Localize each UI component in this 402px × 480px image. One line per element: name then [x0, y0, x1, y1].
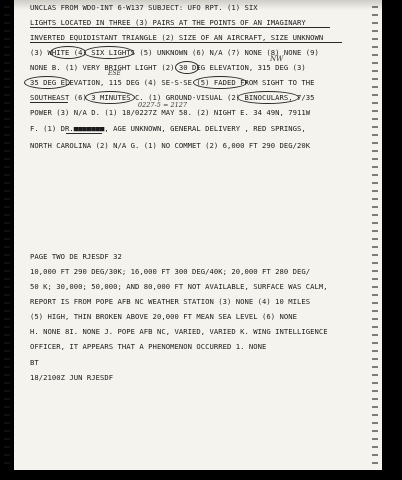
underline-mark — [30, 102, 68, 103]
doc-line-17: OFFICER, IT APPEARS THAT A PHENOMENON OCCURRED 1. NONE — [30, 342, 267, 351]
doc-line-9: F. (1) DR.■■■■■■■, AGE UNKNOWN, GENERAL DELIVERY , RED SPRINGS, — [30, 124, 306, 133]
doc-line-8: POWER (3) N/A D. (1) 18/0227Z MAY 58. (2) NIGHT E. 34 49N, 7911W — [30, 108, 311, 117]
underline-mark — [66, 133, 102, 134]
doc-line-16: H. NONE 8I. NONE J. POPE AFB NC, VARIED, VARIED K. WING INTELLIGENCE — [30, 327, 328, 336]
doc-line-7: SOUTHEAST (6) 3 MINUTES C. (1) GROUND-VISUAL (2) BINOCULARS, 7/35 — [30, 93, 315, 102]
circle-mark — [50, 46, 86, 59]
doc-line-4: (3) WHITE (4) SIX LIGHTS (5) UNKNOWN (6) N/A (7) NONE (8) NONE (9) — [30, 48, 319, 57]
circle-mark — [175, 61, 199, 74]
handwritten-note: NW — [270, 55, 284, 63]
underline-mark — [30, 42, 342, 43]
doc-line-3: INVERTED EQUIDISTANT TRIANGLE (2) SIZE OF AN AIRCRAFT, SIZE UNKNOWN — [30, 33, 324, 42]
break-marker: BT — [30, 358, 39, 367]
page-two-header: PAGE TWO DE RJESDF 32 — [30, 252, 122, 261]
doc-line-5: NONE B. (1) VERY BRIGHT LIGHT (2) 30 DEG ELEVATION, 315 DEG (3) — [30, 63, 306, 72]
circle-mark — [237, 91, 299, 104]
handwritten-note: 0227-5 = 2127 — [138, 101, 187, 109]
datetime-group: 18/2100Z JUN RJESDF — [30, 373, 114, 382]
handwritten-note: ESE — [108, 70, 121, 77]
doc-line-13: 50 K; 30,000; 50,000; AND 80,000 FT NOT AVAILABLE, SURFACE WAS CALM, — [30, 282, 328, 291]
doc-line-1: UNCLAS FROM WDO-INT 6-W137 SUBJECT: UFO RPT. (1) SIX — [30, 3, 258, 12]
doc-line-15: (5) HIGH, THIN BROKEN ABOVE 20,000 FT MEAN SEA LEVEL (6) NONE — [30, 312, 298, 321]
sprocket-holes-right — [372, 0, 378, 470]
circle-mark — [85, 91, 135, 104]
doc-line-10: NORTH CAROLINA (2) N/A G. (1) NO COMMET (2) 6,000 FT 290 DEG/20K — [30, 141, 311, 150]
doc-line-12: 10,000 FT 290 DEG/30K; 16,000 FT 300 DEG/40K; 20,000 FT 280 DEG/ — [30, 267, 311, 276]
circle-mark — [193, 76, 247, 89]
sprocket-holes-left — [4, 0, 10, 470]
underline-mark — [30, 27, 330, 28]
doc-line-2: LIGHTS LOCATED IN THREE (3) PAIRS AT THE POINTS OF AN IMAGINARY — [30, 18, 306, 27]
circle-mark — [24, 76, 70, 89]
circle-mark — [84, 46, 134, 59]
doc-line-14: REPORT IS FROM POPE AFB NC WEATHER STATION (3) NONE (4) 10 MILES — [30, 297, 311, 306]
doc-line-6: 35 DEG ELEVATION, 115 DEG (4) SE-S-SE (5) FADED FROM SIGHT TO THE — [30, 78, 315, 87]
